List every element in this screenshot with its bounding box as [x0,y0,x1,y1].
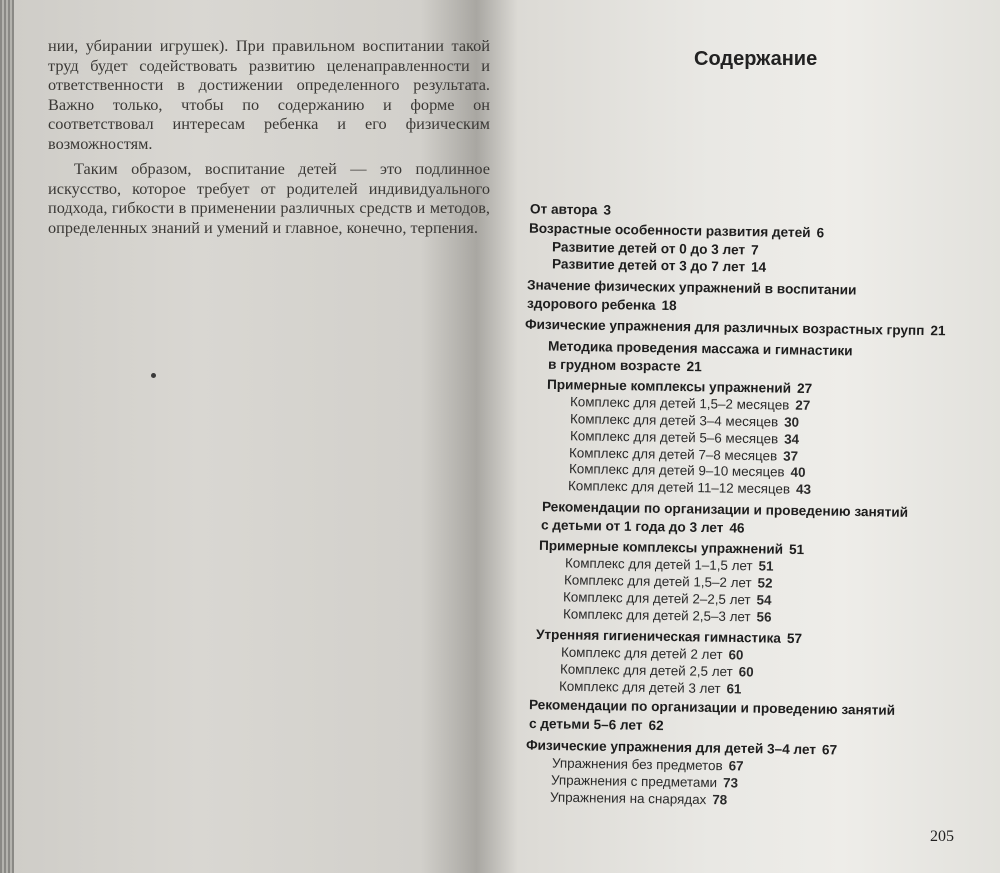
toc-entry: Комплекс для детей 1,5–2 лет 52 [563,572,773,591]
page-stack-edge [0,0,14,873]
toc-title: Содержание [694,48,818,70]
toc-entry: Комплекс для детей 5–6 месяцев 34 [569,428,800,447]
toc-entry: Комплекс для детей 11–12 месяцев 43 [567,478,812,497]
toc-entry: Упражнения с предметами 73 [550,772,739,791]
toc-entry: Рекомендации по организации и проведению занятий [528,697,896,718]
toc-entry: Значение физических упражнений в воспитании [526,277,857,298]
toc-entry: Комплекс для детей 7–8 месяцев 37 [568,445,799,464]
toc-entry: в грудном возрасте 21 [547,356,702,375]
toc-entry: Рекомендации по организации и проведению занятий [541,499,909,520]
toc-entry: Физические упражнения для детей 3–4 лет 67 [525,737,838,758]
page-number: 205 [930,828,954,845]
toc-entry: Физические упражнения для различных возрастных групп 21 [524,316,946,339]
toc-entry: Комплекс для детей 2,5 лет 60 [559,661,754,680]
paragraph: Таким образом, воспитание детей — это подлинное искусство, которое требует от родителей индивидуального подхода, гибкости в применении различных средств и методов, определенных знаний и умений и главное, конечно, терпения. [48,159,490,237]
toc-entry: здорового ребенка 18 [526,295,677,314]
toc-entry: Упражнения без предметов 67 [551,755,744,774]
toc-entry: с детьми от 1 года до 3 лет 46 [540,517,745,536]
toc-entry: Примерные комплексы упражнений 51 [538,537,805,558]
toc-entry: Комплекс для детей 1,5–2 месяцев 27 [569,394,811,413]
toc-entry: Методика проведения массажа и гимнастики [547,338,853,359]
left-page-text [48,36,490,243]
toc-entry: Комплекс для детей 2,5–3 лет 56 [562,606,772,625]
toc-entry: Развитие детей от 0 до 3 лет 7 [551,239,759,258]
toc-entry: с детьми 5–6 лет 62 [528,715,664,734]
toc-entry: От автора 3 [529,201,612,218]
toc-entry: Комплекс для детей 1–1,5 лет 51 [564,555,774,574]
toc-entry: Упражнения на снарядах 78 [549,789,728,808]
toc-entry: Комплекс для детей 9–10 месяцев 40 [568,461,806,480]
toc-entry: Комплекс для детей 2 лет 60 [560,644,744,663]
toc-entry: Комплекс для детей 3–4 месяцев 30 [569,411,800,430]
toc-entry: Утренняя гигиеническая гимнастика 57 [535,626,803,647]
toc-entry: Комплекс для детей 2–2,5 лет 54 [562,589,772,608]
paragraph: нии, убирании игрушек). При правильном воспитании такой труд будет содействовать развитию целенаправленности и ответственности в достижении определенного результата. Важно только, чтобы по содержанию и форме он соответствовал интересам ребенка и его физическим возможностям. [48,36,490,153]
toc-entry: Возрастные особенности развития детей 6 [528,220,825,241]
ink-speck [151,373,156,378]
toc-entry: Комплекс для детей 3 лет 61 [558,678,742,697]
toc-entry: Примерные комплексы упражнений 27 [546,376,813,397]
toc-entry: Развитие детей от 3 до 7 лет 14 [551,256,767,275]
